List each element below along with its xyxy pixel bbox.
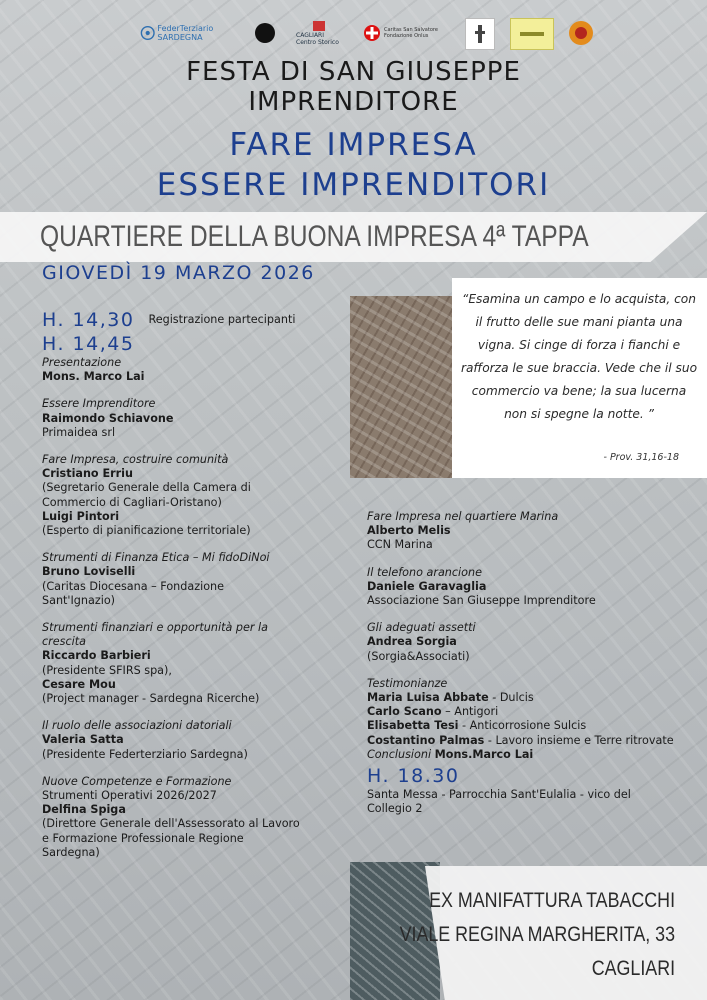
session-strumenti-finanziari-title-line2: crescita [42, 635, 86, 649]
wordmark-icon [517, 27, 547, 41]
church-logo [465, 18, 495, 50]
speaker-delfina-spiga: Delfina Spiga [42, 803, 126, 817]
network-icon [140, 22, 155, 44]
time-1445: H. 14,45 [42, 333, 135, 355]
speaker-bruno-loviselli: Bruno Loviselli [42, 565, 136, 579]
registration-label: Registrazione partecipanti [148, 312, 296, 326]
stage-band-text: QUARTIERE DELLA BUONA IMPRESA 4ª TAPPA [40, 220, 589, 253]
orange-seal-icon [568, 20, 594, 46]
org-mou: (Project manager - Sardegna Ricerche) [42, 692, 260, 706]
session-competenze-title: Nuove Competenze e Formazione [42, 774, 232, 788]
org-erriu-line2: Commercio di Cagliari-Oristano) [42, 495, 222, 509]
session-telefono-title: Il telefono arancione [367, 565, 482, 579]
session-marina-title: Fare Impresa nel quartiere Marina [367, 510, 559, 523]
circle-logo [250, 18, 280, 48]
testimonial-palmas: Costantino Palmas - Lavoro insieme e Terre ritrovate [367, 733, 674, 747]
caritas-cross-icon [362, 23, 382, 43]
session-finanza-etica-title: Strumenti di Finanza Etica – Mi fidoDiNoi [42, 551, 270, 565]
cagliari-logo: CAGLIARI Centro Storico [296, 18, 342, 48]
testimonial-abbate: Maria Luisa Abbate - Dulcis [367, 691, 534, 705]
speaker-riccardo-barbieri: Riccardo Barbieri [42, 649, 151, 663]
session-testimonianze-title: Testimonianze [367, 676, 448, 690]
speaker-luigi-pintori: Luigi Pintori [42, 509, 120, 523]
org-barbieri: (Presidente SFIRS spa), [42, 663, 172, 677]
title-line-4: ESSERE IMPRENDITORI [156, 167, 551, 203]
venue-address: VIALE REGINA MARGHERITA, 33 [399, 923, 675, 946]
orange-logo [566, 18, 596, 48]
org-spiga-line1: (Direttore Generale dell'Assessorato al Lavoro [42, 817, 300, 831]
conclusions: Conclusioni Mons.Marco Lai [367, 747, 534, 761]
mass-line2: Collegio 2 [367, 802, 423, 816]
org-spiga-line3: Sardegna) [42, 845, 100, 859]
caritas-logo: Caritas San Salvatore Fondazione Onlus [358, 18, 448, 48]
event-date: GIOVEDÌ 19 MARZO 2026 [42, 262, 315, 284]
agenda-right [367, 510, 702, 816]
org-pintori: (Esperto di pianificazione territoriale) [42, 524, 251, 538]
federterziario-logo: FederTerziario SARDEGNA [140, 18, 230, 48]
org-san-giuseppe: Associazione San Giuseppe Imprenditore [367, 594, 596, 608]
title-line-1: FESTA DI SAN GIUSEPPE [186, 57, 521, 87]
speaker-valeria-satta: Valeria Satta [42, 733, 124, 747]
speaker-marco-lai: Mons. Marco Lai [42, 370, 145, 384]
bible-quote: “Esamina un campo e lo acquista, con il frutto delle sue mani pianta una vigna. Si cinge di forza i fianchi e rafforza le sue braccia. Vede che il suo commercio va bene; la sua lucerna non si spegne la notte. ” [460, 292, 698, 421]
shield-icon [312, 20, 326, 32]
speaker-daniele-garavaglia: Daniele Garavaglia [367, 579, 487, 593]
venue-name: EX MANIFATTURA TABACCHI [429, 889, 675, 912]
time-1830: H. 18.30 [367, 765, 460, 788]
speaker-andrea-sorgia: Andrea Sorgia [367, 635, 457, 649]
speaker-cristiano-erriu: Cristiano Erriu [42, 467, 133, 481]
testimonial-scano: Carlo Scano – Antigori [367, 705, 499, 719]
speaker-raimondo-schiavone: Raimondo Schiavone [42, 411, 174, 425]
org-primaidea: Primaidea srl [42, 425, 116, 439]
org-loviselli-line1: (Caritas Diocesana – Fondazione [42, 579, 225, 593]
session-presentazione-title: Presentazione [42, 356, 122, 369]
venue [400, 884, 675, 986]
testimonial-tesi: Elisabetta Tesi - Anticorrosione Sulcis [367, 719, 587, 733]
org-ccn-marina: CCN Marina [367, 538, 433, 552]
quote-source: - Prov. 31,16-18 [603, 452, 679, 463]
session-fare-impresa-title: Fare Impresa, costruire comunità [42, 453, 229, 467]
session-associazioni-title: Il ruolo delle associazioni datoriali [42, 719, 232, 733]
agenda-left [42, 308, 342, 860]
speaker-alberto-melis: Alberto Melis [367, 524, 451, 538]
session-assetti-title: Gli adeguati assetti [367, 621, 476, 635]
venue-city: CAGLIARI [591, 957, 675, 980]
black-circle-icon [253, 21, 277, 45]
time-1430: H. 14,30 [42, 309, 135, 331]
title-line-3: FARE IMPRESA [229, 127, 478, 163]
title-line-2: IMPRENDITORE [248, 87, 459, 117]
church-icon [473, 23, 487, 45]
session-strumenti-finanziari-title-line1: Strumenti finanziari e opportunità per la [42, 621, 268, 635]
yellow-logo [510, 18, 554, 50]
org-spiga-line2: e Formazione Professionale Regione [42, 831, 244, 845]
speaker-cesare-mou: Cesare Mou [42, 677, 116, 691]
org-satta: (Presidente Federterziario Sardegna) [42, 747, 248, 761]
mass-line1: Santa Messa - Parrocchia Sant'Eulalia - vico del [367, 788, 631, 802]
aerial-photo [350, 296, 460, 478]
session-essere-imprenditore-title: Essere Imprenditore [42, 397, 156, 411]
org-sorgia: (Sorgia&Associati) [367, 649, 470, 663]
session-competenze-subtitle: Strumenti Operativi 2026/2027 [42, 789, 217, 803]
org-erriu-line1: (Segretario Generale della Camera di [42, 481, 251, 495]
org-loviselli-line2: Sant'Ignazio) [42, 593, 116, 607]
